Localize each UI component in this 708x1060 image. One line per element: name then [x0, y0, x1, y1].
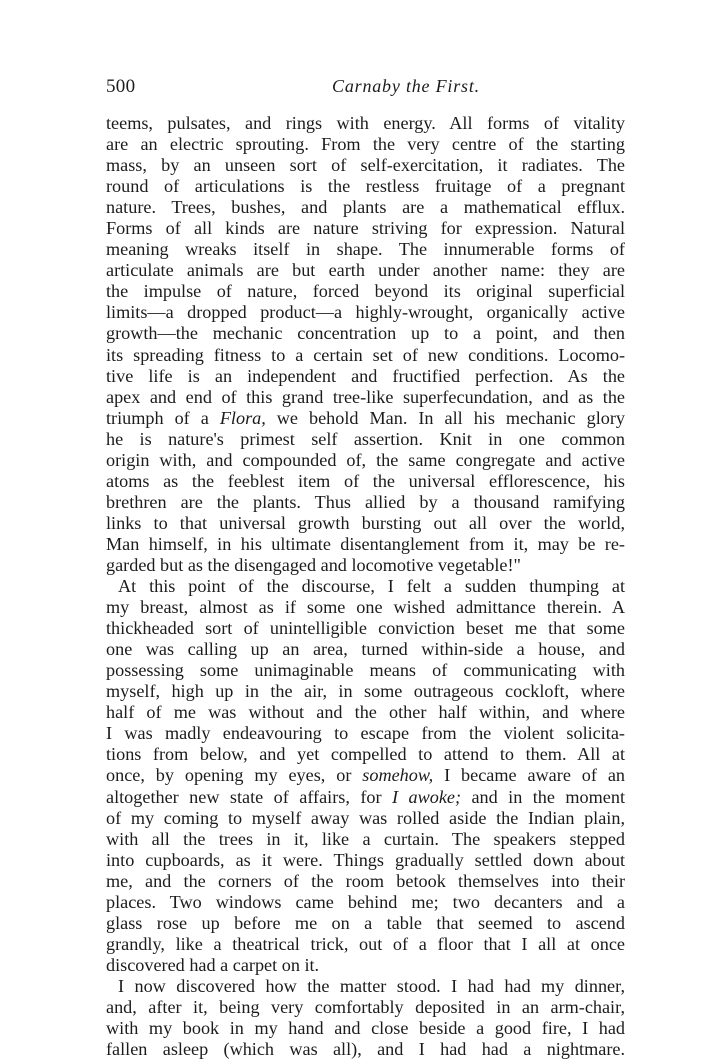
text-line: meaning wreaks itself in shape. The innumerable forms of: [106, 239, 625, 260]
italic-phrase: Flora,: [219, 407, 266, 428]
text-line: into cupboards, as it were. Things gradually settled down about: [106, 849, 625, 870]
text-line: limits—a dropped product—a highly-wrought, organically active: [106, 302, 625, 323]
text-line: Forms of all kinds are nature striving for expression. Natural: [106, 218, 625, 239]
text-line: possessing some unimaginable means of communicating with: [106, 660, 625, 681]
italic-phrase: somehow,: [362, 765, 434, 786]
text-line: teems, pulsates, and rings with energy. All forms of vitality: [106, 113, 625, 133]
text-line: discovered had a carpet on it.: [106, 954, 320, 975]
text-line: [106, 408, 625, 429]
text-line: [106, 765, 625, 786]
italic-phrase: I awoke;: [392, 786, 462, 807]
line-text: triumph of a: [106, 407, 220, 428]
page-header: [106, 76, 626, 102]
text-line: places. Two windows came behind me; two decanters and a: [106, 891, 625, 912]
text-line: At this point of the discourse, I felt a sudden thumping at: [118, 576, 625, 597]
line-text: and in the moment: [461, 786, 625, 807]
text-line: articulate animals are but earth under another name: they are: [106, 260, 625, 281]
text-line: with my book in my hand and close beside a good fire, I had: [106, 1018, 625, 1039]
text-line: are an electric sprouting. From the very centre of the starting: [106, 134, 625, 155]
text-line: I now discovered how the matter stood. I had had my dinner,: [118, 975, 625, 996]
text-line: one was calling up an area, turned within-side a house, and: [106, 639, 625, 660]
text-line: thickheaded sort of unintelligible conviction beset me that some: [106, 618, 625, 639]
text-line: round of articulations is the restless fruitage of a pregnant: [106, 176, 625, 197]
text-line: my breast, almost as if some one wished admittance therein. A: [106, 597, 625, 618]
line-text: altogether new state of affairs, for: [106, 786, 392, 807]
text-line: half of me was without and the other half within, and where: [106, 702, 625, 723]
line-text: once, by opening my eyes, or: [106, 765, 363, 786]
text-line: with all the trees in it, like a curtain. The speakers stepped: [106, 828, 625, 849]
text-line: tions from below, and yet compelled to attend to them. All at: [106, 744, 625, 765]
text-line: of my coming to myself away was rolled aside the Indian plain,: [106, 807, 625, 828]
text-line: and, after it, being very comfortably deposited in an arm-chair,: [106, 996, 625, 1017]
text-line: glass rose up before me on a table that seemed to ascend: [106, 912, 625, 933]
text-line: apex and end of this grand tree-like superfecundation, and as the: [106, 386, 625, 407]
line-text: I became aware of an: [433, 765, 625, 786]
text-line: fallen asleep (which was all), and I had had a nightmare.: [106, 1039, 625, 1060]
text-line: nature. Trees, bushes, and plants are a mathematical efflux.: [106, 197, 625, 218]
text-line: links to that universal growth bursting out all over the world,: [106, 512, 625, 533]
running-title: Carnaby the First.: [332, 76, 480, 96]
text-line: growth—the mechanic concentration up to a point, and then: [106, 323, 625, 344]
text-line: [106, 787, 625, 808]
text-line: mass, by an unseen sort of self-exercitation, it radiates. The: [106, 155, 625, 176]
text-line: brethren are the plants. Thus allied by a thousand ramifying: [106, 491, 625, 512]
text-line: Man himself, in his ultimate disentanglement from it, may be re-: [106, 533, 625, 554]
page-number: 500: [106, 76, 136, 97]
text-line: me, and the corners of the room betook themselves into their: [106, 870, 625, 891]
text-line: garded but as the disengaged and locomotive vegetable!": [106, 554, 521, 575]
text-line: he is nature's primest self assertion. Knit in one common: [106, 428, 625, 449]
text-line: tive life is an independent and fructified perfection. As the: [106, 365, 625, 386]
text-line: I was madly endeavouring to escape from the violent solicita-: [106, 723, 625, 744]
text-line: the impulse of nature, forced beyond its original superficial: [106, 281, 625, 302]
text-line: grandly, like a theatrical trick, out of a floor that I all at once: [106, 933, 625, 954]
line-text: we behold Man. In all his mechanic glory: [265, 407, 625, 428]
text-line: its spreading fitness to a certain set of new conditions. Locomo-: [106, 344, 625, 365]
text-line: atoms as the feeblest item of the universal efflorescence, his: [106, 470, 625, 491]
text-line: origin with, and compounded of, the same congregate and active: [106, 449, 625, 470]
body-text: [106, 113, 625, 1060]
text-line: myself, high up in the air, in some outrageous cockloft, where: [106, 681, 625, 702]
